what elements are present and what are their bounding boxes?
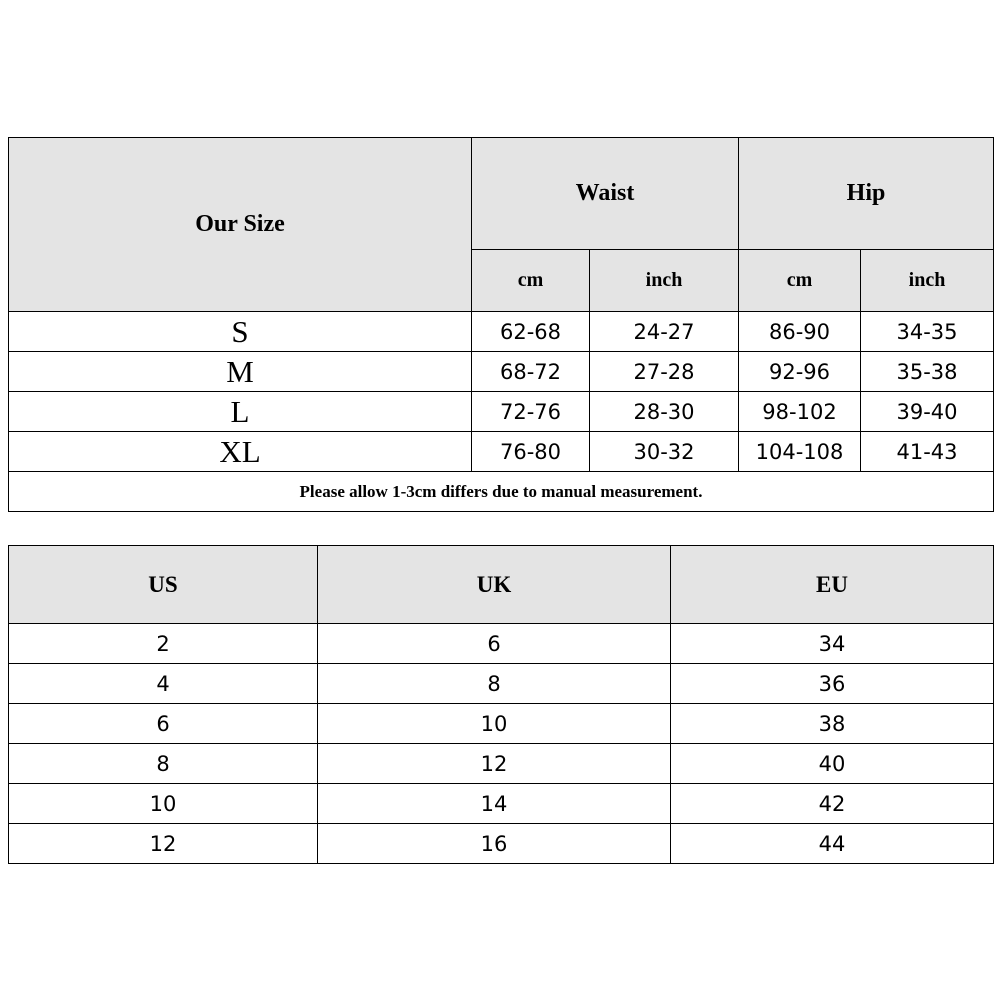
table-row	[9, 432, 994, 472]
size-rows	[9, 312, 994, 472]
eu-size-cell: 38	[671, 704, 994, 744]
hip-cm-cell: 104-108	[739, 432, 861, 472]
our-size-header: Our Size	[9, 138, 472, 312]
table-row	[9, 312, 994, 352]
eu-size-cell: 40	[671, 744, 994, 784]
waist-cm-cell: 76-80	[472, 432, 590, 472]
eu-size-cell: 36	[671, 664, 994, 704]
uk-size-cell: 14	[318, 784, 671, 824]
note-row	[9, 472, 994, 512]
header-row-groups	[9, 138, 994, 250]
hip-inch-cell: 34-35	[861, 312, 994, 352]
size-conversion-table	[8, 545, 994, 864]
us-size-cell: 12	[9, 824, 318, 864]
hip-inch-header: inch	[861, 250, 994, 312]
us-size-cell: 10	[9, 784, 318, 824]
waist-cm-cell: 68-72	[472, 352, 590, 392]
uk-size-cell: 8	[318, 664, 671, 704]
us-size-cell: 4	[9, 664, 318, 704]
us-size-cell: 6	[9, 704, 318, 744]
table-row	[9, 664, 994, 704]
uk-size-cell: 16	[318, 824, 671, 864]
waist-cm-cell: 72-76	[472, 392, 590, 432]
size-cell: L	[9, 392, 472, 432]
size-measurement-table	[8, 137, 994, 512]
waist-inch-cell: 28-30	[590, 392, 739, 432]
us-size-cell: 2	[9, 624, 318, 664]
uk-size-cell: 10	[318, 704, 671, 744]
size-cell: S	[9, 312, 472, 352]
hip-inch-cell: 39-40	[861, 392, 994, 432]
eu-header: EU	[671, 546, 994, 624]
waist-inch-cell: 30-32	[590, 432, 739, 472]
hip-cm-cell: 86-90	[739, 312, 861, 352]
waist-header: Waist	[472, 138, 739, 250]
eu-size-cell: 42	[671, 784, 994, 824]
uk-size-cell: 6	[318, 624, 671, 664]
conversion-rows	[9, 624, 994, 864]
table-row	[9, 824, 994, 864]
uk-header: UK	[318, 546, 671, 624]
size-cell: M	[9, 352, 472, 392]
waist-inch-cell: 27-28	[590, 352, 739, 392]
size-cell: XL	[9, 432, 472, 472]
waist-cm-header: cm	[472, 250, 590, 312]
table-row	[9, 704, 994, 744]
measurement-note: Please allow 1-3cm differs due to manual measurement.	[9, 472, 994, 512]
conversion-header-row	[9, 546, 994, 624]
table-row	[9, 784, 994, 824]
eu-size-cell: 34	[671, 624, 994, 664]
uk-size-cell: 12	[318, 744, 671, 784]
table-row	[9, 624, 994, 664]
us-size-cell: 8	[9, 744, 318, 784]
hip-cm-header: cm	[739, 250, 861, 312]
hip-cm-cell: 98-102	[739, 392, 861, 432]
eu-size-cell: 44	[671, 824, 994, 864]
us-header: US	[9, 546, 318, 624]
waist-inch-cell: 24-27	[590, 312, 739, 352]
hip-cm-cell: 92-96	[739, 352, 861, 392]
table-row	[9, 744, 994, 784]
hip-header: Hip	[739, 138, 994, 250]
hip-inch-cell: 41-43	[861, 432, 994, 472]
table-row	[9, 352, 994, 392]
table-row	[9, 392, 994, 432]
waist-cm-cell: 62-68	[472, 312, 590, 352]
waist-inch-header: inch	[590, 250, 739, 312]
hip-inch-cell: 35-38	[861, 352, 994, 392]
